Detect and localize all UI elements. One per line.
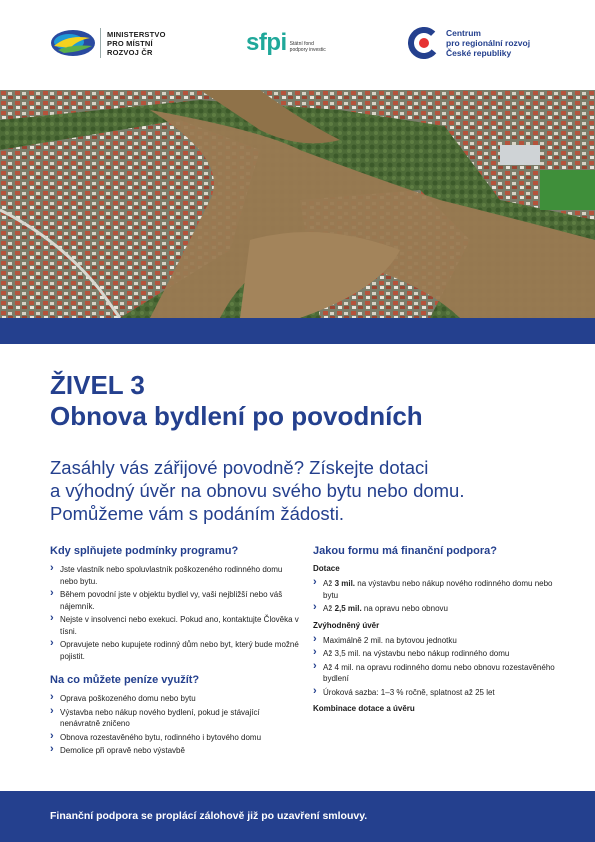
list-item: › Nejste v insolvenci nebo exekuci. Pokud ano, kontaktujte Člověka v tísni. xyxy=(50,614,300,637)
list-item: › Až 3,5 mil. na výstavbu nebo nákup rodinného domu xyxy=(313,648,558,660)
list-item: › Obnova rozestavěného bytu, rodinného i bytového domu xyxy=(50,732,300,744)
mmr-line-2: PRO MÍSTNÍ xyxy=(107,38,153,48)
sfpi-logo-icon: sfpi xyxy=(246,29,287,56)
loan-list xyxy=(313,635,558,699)
crr-logo xyxy=(408,27,530,59)
usage-list xyxy=(50,693,300,757)
support-heading: Jakou formu má finanční podpora? xyxy=(313,545,497,557)
sfpi-sub-2: podpory investic xyxy=(289,47,326,53)
crr-logo-icon xyxy=(408,27,440,59)
list-item: › Až 4 mil. na opravu rodinného domu nebo obnovu rozestavěného bydlení xyxy=(313,662,558,685)
page-title xyxy=(50,370,560,432)
list-item: › Maximálně 2 mil. na bytovou jednotku xyxy=(313,635,558,647)
sfpi-sub-1: Státní fond xyxy=(289,41,314,47)
mmr-line-3: ROZVOJ ČR xyxy=(107,47,153,57)
title-line-1: ŽIVEL 3 xyxy=(50,370,145,400)
lead-line-2: a výhodný úvěr na obnovu svého bytu nebo domu. xyxy=(50,480,465,501)
list-item: › Opravujete nebo kupujete rodinný dům nebo byt, který bude možné pojistit. xyxy=(50,639,300,662)
usage-heading: Na co můžete peníze využít? xyxy=(50,674,200,686)
subsidy-list xyxy=(313,578,558,615)
conditions-list xyxy=(50,564,300,662)
header-logos xyxy=(0,0,595,90)
list-item: › Úroková sazba: 1–3 % ročně, splatnost až 25 let xyxy=(313,687,558,699)
footer-text: Finanční podpora se proplácí zálohově již po uzavření smlouvy. xyxy=(50,810,368,822)
list-item: › Jste vlastník nebo spoluvlastník poškozeného rodinného domu nebo bytu. xyxy=(50,564,300,587)
footer-band xyxy=(0,791,595,842)
list-item: › Výstavba nebo nákup nového bydlení, pokud je stávající nenávratně zničeno xyxy=(50,707,300,730)
list-item: › Až 2,5 mil. na opravu nebo obnovu xyxy=(313,603,558,615)
sfpi-logo xyxy=(246,30,326,56)
right-column xyxy=(313,545,558,718)
list-item: › Oprava poškozeného domu nebo bytu xyxy=(50,693,300,705)
mmr-line-1: MINISTERSTVO xyxy=(107,29,166,39)
list-item: › Demolice při opravě nebo výstavbě xyxy=(50,745,300,757)
crr-line-3: České republiky xyxy=(446,48,512,58)
lead-line-1: Zasáhly vás zářijové povodně? Získejte dotaci xyxy=(50,457,429,478)
left-column xyxy=(50,545,300,759)
combo-heading: Kombinace dotace a úvěru xyxy=(313,704,415,713)
title-line-2: Obnova bydlení po povodních xyxy=(50,401,423,431)
lead-line-3: Pomůžeme vám s podáním žádosti. xyxy=(50,503,345,524)
flood-aerial-photo xyxy=(0,90,595,318)
mmr-logo-icon xyxy=(50,28,96,58)
crr-line-2: pro regionální rozvoj xyxy=(446,38,531,48)
subsidy-heading: Dotace xyxy=(313,564,340,573)
loan-heading: Zvýhodněný úvěr xyxy=(313,620,380,630)
list-item: › Až 3 mil. na výstavbu nebo nákup nového rodinného domu nebo bytu xyxy=(313,578,558,601)
list-item: › Během povodní jste v objektu bydlel vy, vaši nejbližší nebo váš nájemník. xyxy=(50,589,300,612)
lead-text xyxy=(50,456,560,525)
mmr-logo xyxy=(50,28,166,58)
conditions-heading: Kdy splňujete podmínky programu? xyxy=(50,545,239,557)
blue-band xyxy=(0,318,595,344)
crr-line-1: Centrum xyxy=(446,28,481,38)
